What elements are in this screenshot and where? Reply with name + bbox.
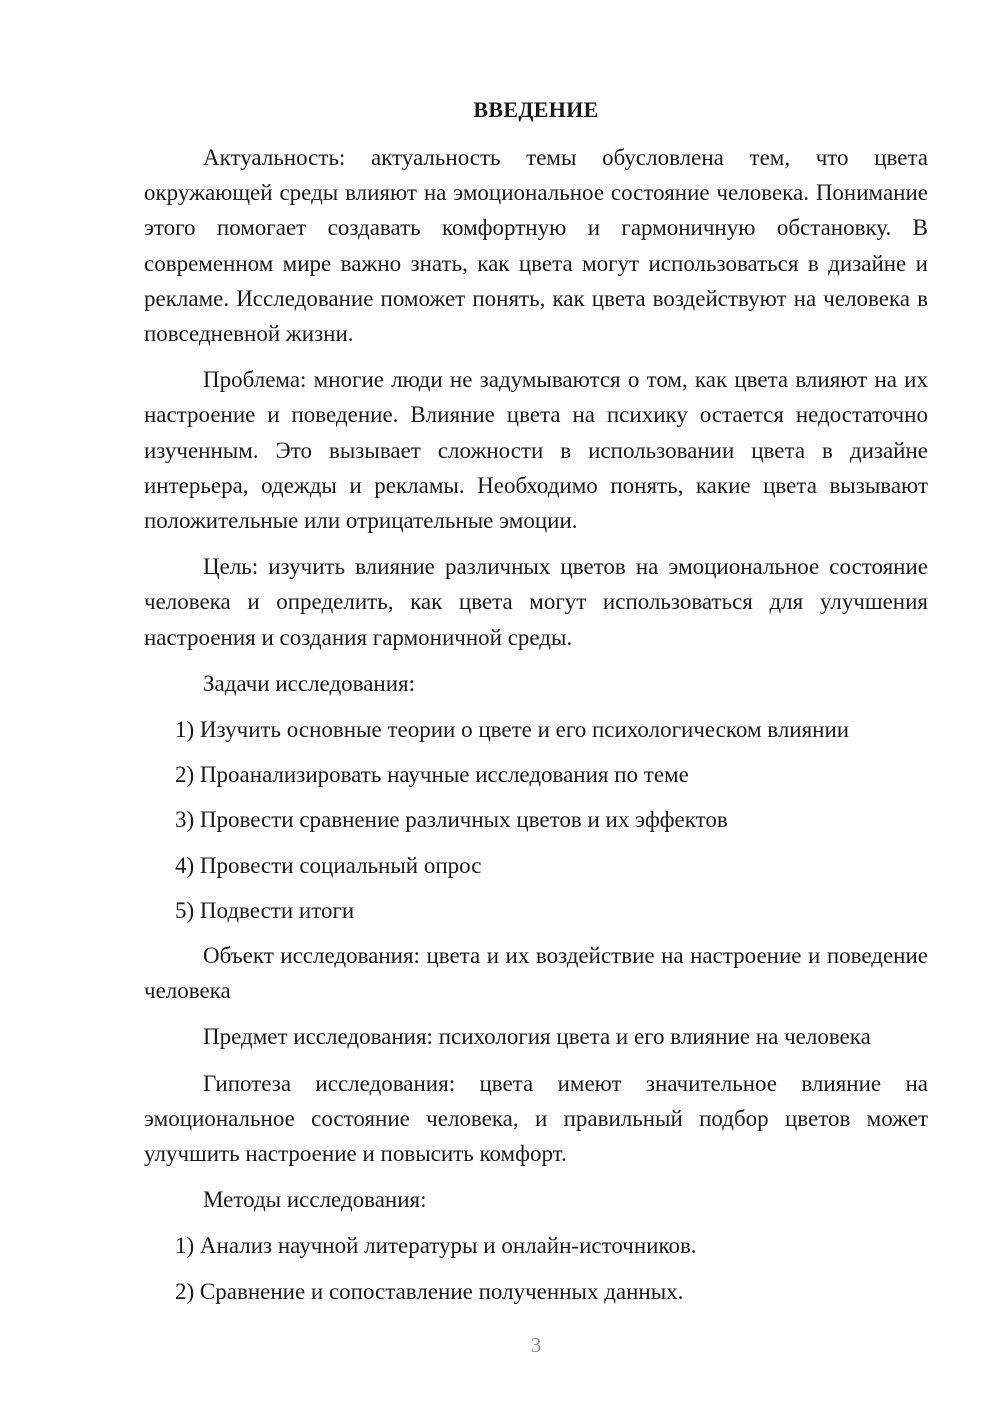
tasks-list <box>144 712 928 928</box>
subject-paragraph: Предмет исследования: психология цвета и его влияние на человека <box>203 1024 871 1050</box>
tasks-title: Задачи исследования: <box>203 670 416 696</box>
list-item-task-5: 5) Подвести итоги <box>175 897 355 923</box>
section-heading: ВВЕДЕНИЕ <box>473 97 599 122</box>
methods-list <box>144 1228 928 1308</box>
list-item-task-1: 1) Изучить основные теории о цвете и его психологическом влиянии <box>175 717 850 743</box>
list-item-method-2: 2) Сравнение и сопоставление полученных данных. <box>175 1278 684 1304</box>
list-item-task-4: 4) Провести социальный опрос <box>175 852 482 878</box>
relevance-paragraph: Актуальность: актуальность темы обусловлена тем, что цвета окружающей среды влияют на эмоциональное состояние человека. Понимание этого помогает создавать комфортную и гармоничную обстановку. В современном мире важно знать, как цвета могут использоваться в дизайне и рекламе. Исследование поможет понять, как цвета воздействуют на человека в повседневной жизни. <box>144 145 928 347</box>
page-number: 3 <box>530 1333 542 1357</box>
hypothesis-paragraph: Гипотеза исследования: цвета имеют значительное влияние на эмоциональное состояние человека, и правильный подбор цветов может улучшить настроение и повысить комфорт. <box>144 1070 928 1167</box>
goal-paragraph: Цель: изучить влияние различных цветов на эмоциональное состояние человека и определить, как цвета могут использоваться для улучшения настроения и создания гармоничной среды. <box>144 554 928 650</box>
list-item-task-2: 2) Проанализировать научные исследования по теме <box>175 762 689 788</box>
problem-paragraph: Проблема: многие люди не задумываются о том, как цвета влияют на их настроение и поведение. Влияние цвета на психику остается недостаточно изученным. Это вызывает сложности в использовании цвета в дизайне интерьера, одежды и рекламы. Необходимо понять, какие цвета вызывают положительные или отрицательные эмоции. <box>144 367 928 534</box>
methods-title: Методы исследования: <box>203 1187 427 1213</box>
list-item-method-1: 1) Анализ научной литературы и онлайн-источников. <box>175 1233 697 1259</box>
list-item-task-3: 3) Провести сравнение различных цветов и их эффектов <box>175 807 728 833</box>
page-content <box>144 94 928 1319</box>
object-paragraph: Объект исследования: цвета и их воздействие на настроение и поведение человека <box>144 943 928 1004</box>
